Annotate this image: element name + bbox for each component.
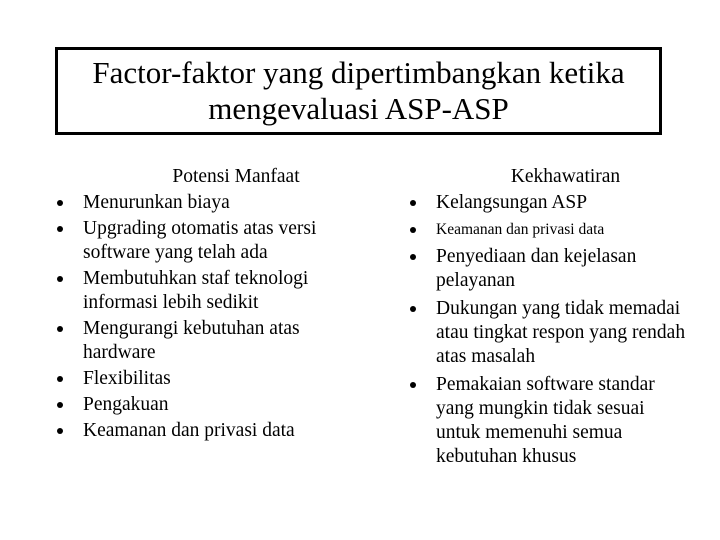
bullet-icon — [57, 428, 63, 434]
list-item: Penyediaan dan kejelasan pelayanan — [408, 245, 693, 293]
bullet-icon — [410, 306, 416, 312]
bullet-icon — [57, 276, 63, 282]
bullet-icon — [57, 402, 63, 408]
list-item: Pemakaian software standar yang mungkin tidak sesuai untuk memenuhi semua kebutuhan khusus — [408, 373, 693, 469]
slide-title — [55, 47, 662, 135]
benefits-heading: Potensi Manfaat — [172, 166, 300, 187]
list-item: Menurunkan biaya — [55, 191, 355, 215]
bullet-icon — [410, 227, 416, 233]
bullet-icon — [57, 376, 63, 382]
concerns-list — [408, 191, 693, 469]
list-item: Membutuhkan staf teknologi informasi lebih sedikit — [55, 267, 355, 315]
concerns-heading: Kekhawatiran — [510, 166, 621, 187]
list-item: Pengakuan — [55, 393, 355, 417]
benefits-column — [55, 165, 355, 445]
list-item: Keamanan dan privasi data — [408, 219, 693, 241]
title-line-2: mengevaluasi ASP-ASP — [208, 91, 509, 126]
bullet-icon — [410, 200, 416, 206]
benefits-list — [55, 191, 355, 443]
concerns-column — [408, 165, 693, 473]
list-item: Flexibilitas — [55, 367, 355, 391]
list-item: Upgrading otomatis atas versi software yang telah ada — [55, 217, 355, 265]
list-item: Mengurangi kebutuhan atas hardware — [55, 317, 355, 365]
bullet-icon — [410, 382, 416, 388]
list-item: Keamanan dan privasi data — [55, 419, 355, 443]
bullet-icon — [410, 254, 416, 260]
list-item: Kelangsungan ASP — [408, 191, 693, 215]
title-line-1: Factor-faktor yang dipertimbangkan ketika — [92, 55, 625, 90]
bullet-icon — [57, 326, 63, 332]
list-item: Dukungan yang tidak memadai atau tingkat respon yang rendah atas masalah — [408, 297, 693, 369]
bullet-icon — [57, 200, 63, 206]
bullet-icon — [57, 226, 63, 232]
